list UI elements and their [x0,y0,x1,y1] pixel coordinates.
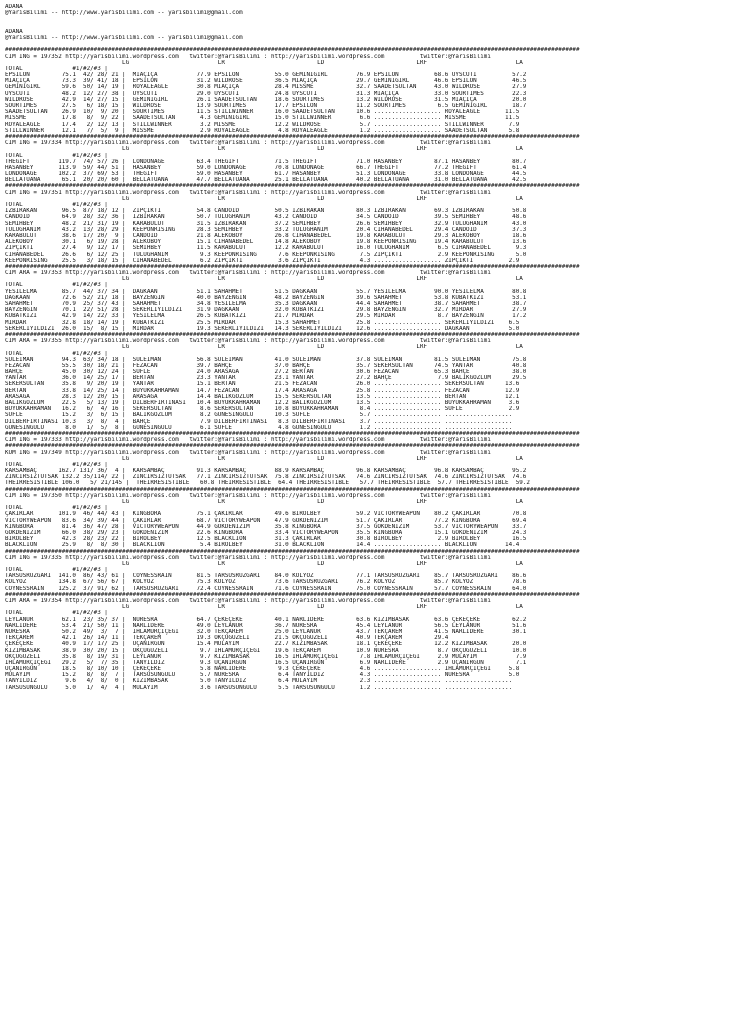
text-line: SAADETSULTAN 26.9 10/ 9/ 20 | SOURTIMES 11.5 STILLWINNER 16.0 SAADETSULTAN 10.6 ................... ROYALEAGLE 11.5 [5,109,520,116]
text-line: CIM ARA = 197353 http://yarisbilimi.wordpress.com twitter:@YarisBilimi : http://yarisbilimi.wordpress.com twitter:@YarisBilimi [5,270,491,277]
text-line: VICTORYWEAPON 83.6 34/ 39/ 44 | ÇAKIRLAR 68.7 VICTORYWEAPON 47.9 GÖKDENIZIM 51.7 ÇAKIRLAR 77.2 KINGBORA 69.4 [5,517,527,524]
text-line: ################################################################################################################################################################## [5,443,580,450]
text-line: OKÇUGÜZELI 35.8 8/ 19/ 31 | LEYLANUR 9.7 KIZIMBASAK 16.5 IHLAMURÇIÇEGI 7.8 IHLAMURÇIÇEGI 2.9 MÜLAYIM 7.9 [5,653,527,660]
header-block-first [5,4,754,16]
text-line: SEMIHBEY 48.2 21/ 31/ 19 | KARABULUT 31.5 IZBIRAKAN 37.2 SEMIHBEY 26.6 SEMIHBEY 32.9 TULUGHANIM 43.0 [5,220,527,227]
text-line: ################################################################################################################################################################## [5,548,580,555]
text-line: ################################################################################################################################################################## [5,263,580,270]
text-line: NARLIDERE 53.4 21/ 50/ 11 | NARLIDERE 49.0 LEYLANUR 36.7 NURESRA 45.4 LEYLANUR 56.5 LEYLANUR 51.6 [5,622,527,629]
text-line: KUM ING = 197349 http://yarisbilimi.wordpress.com twitter:@YarisBilimi : http://yarisbilimi.wordpress.com twitter:@YarisBilimi [5,449,491,456]
text-line: LEYLANUR 62.1 23/ 35/ 37 | NURESRA 64.7 ÇEKEÇEKE 40.1 NARLIDERE 63.6 KIZIMBASAK 63.6 ÇEKEÇEKE 62.2 [5,616,527,623]
text-line: KOLYOZ 134.8 67/ 56/ 67 | KOLYOZ 75.3 KOLYOZ 73.6 TARSUSRÜZGARI 76.2 KOLYOZ 85.7 KOLYOZ 78.6 [5,579,527,586]
text-line: ################################################################################################################################################################## [5,430,580,437]
text-line: MISSME 17.8 8/ 9/ 22 | SAADETSULTAN 4.3 GEMINIGIRL 15.0 STILLWINNER 6.6 ................... MISSME 11.5 [5,115,520,122]
text-line: ADANA [5,28,23,35]
text-line: BÜYÜKKAHRAMAN 16.2 6/ 4/ 16 | SEKERSULTAN 8.6 SEKERSULTAN 10.8 BÜYÜKKAHRAMAN 8.4 ................... SUFLE 2.9 [5,406,520,413]
text-line: UÇANIRGÜN 18.5 8/ 10/ 10 | ÇEKEÇEKE 5.8 NARLIDERE 9.3 ÇEKEÇEKE 4.6 ................... IHLAMURÇIÇEGI 5.8 [5,666,520,673]
header-block-second [5,29,754,41]
text-line: GÖKDENIZIM 66.0 38/ 29/ 23 | GÖKDENIZIM 22.6 KINGBORA 33.4 VICTORYWEAPON 35.5 KINGBORA 15.1 GÖKDENIZIM 24.3 [5,529,527,536]
text-line: COYNESSRAIN 125.2 37/ 91/ 62 | TARSUSRÜZGARI 72.4 COYNESSRAIN 71.6 COYNESSRAIN 75.0 COYNESSRAIN 57.7 COYNESSRAIN 64.0 [5,585,527,592]
text-line: CIHANABEDEL 26.6 6/ 12/ 25 | TULUGHANIM 9.3 KEEPONRISING 7.6 KEEPONRISING 7.5 ZIPÇIKTI 2.9 KEEPONRISING 5.0 [5,251,527,258]
text-line: ################################################################################################################################################################## [5,591,580,598]
text-line: IZBIRAKAN 96.5 87/ 18/ 12 | ZIPÇIKTI 54.8 CANDOID 50.5 IZBIRAKAN 80.3 IZBIRAKAN 69.3 IZBIRAKAN 50.8 [5,208,527,215]
text-line: TOTAL #1/#2/#3 | [5,282,108,289]
text-line: TOTAL #1/#2/#3 | [5,202,108,208]
text-line: IHLAMURÇIÇEGI 29.2 5/ 7/ 35 | TANYILDIZ 9.3 UÇANIRGÜN 16.5 UÇANIRGÜN 6.9 NARLIDERE 2.9 UÇANIRGÜN 7.1 [5,659,527,666]
text-line: ALEKOBOY 30.1 6/ 19/ 28 | ALEKOBOY 15.1 CIHANABEDEL 14.8 ALEKOBOY 19.8 KEEPONRISING 19.4 KARABULUT 13.6 [5,239,527,246]
text-line: KINGBORA 81.4 36/ 47/ 28 | VICTORYWEAPON 44.9 GÖKDENIZIM 35.8 KINGBORA 37.5 GÖKDENIZIM 53.7 VICTORYWEAPON 33.7 [5,523,527,530]
text-line: STILLWINNER 12.1 7/ 5/ 9 | MISSME 2.9 ROYALEAGLE 4.8 ROYALEAGLE 1.2 ................... SAADETSULTAN 5.8 [5,127,520,134]
text-line: BAYZENGIN 70.1 22/ 51/ 28 | SEKERLIYILDIZI 31.9 DAGKAAN 32.0 KUBATKIZI 29.8 BAYZENGIN 32.7 MIRDAR 27.9 [5,307,527,314]
text-line: MÜLAYIM 15.2 8/ 8/ 7 | TARSUSUNGÜLÜ 5.7 NURESRA 6.4 TANYILDIZ 4.3 ................... NURESRA 5.0 [5,672,520,679]
text-line: CIM ARA = 197355 http://yarisbilimi.wordpress.com twitter:@YarisBilimi : http://yarisbilimi.wordpress.com twitter:@YarisBilimi [5,338,491,345]
text-line: SOURTIMES 27.5 6/ 18/ 15 | WILDROSE 13.9 SOURTIMES 17.7 EPSILON 11.2 SOURTIMES 6.5 GEMINIGIRL 18.7 [5,103,527,109]
text-line: SUFLE 15.2 3/ 6/ 15 | BALIKGÖZLÜM 8.2 GÜNESINGÜLÜ 10.3 SUFLE 5.7 ................... ................... [5,412,513,419]
text-line: NURESRA 50.2 49/ 3/ 7 | IHLAMURÇIÇEGI 32.0 TEKÇAREM 25.0 LEYLANUR 43.7 TEKÇAREM 41.5 NARLIDERE 30.1 [5,628,527,635]
text-line: ARASAGA 28.3 12/ 20/ 15 | ARASAGA 14.4 BALIKGÖZLÜM 15.5 SEKERSULTAN 13.5 ................... BERTAN 12.1 [5,393,520,400]
text-line: ################################################################################################################################################################## [5,486,580,493]
text-line: SEKERSULTAN 35.8 9/ 20/ 19 | YANTAR 15.1 BERTAN 21.5 FEZACAN 26.0 ................... SEKERSULTAN 13.6 [5,381,520,388]
text-line: BAHÇE 45.0 30/ 12/ 24 | SUFLE 24.0 ARASAGA 27.2 BERTAN 30.6 FEZACAN 65.3 BAHÇE 38.0 [5,369,527,376]
text-line: CIM ARA = 197354 http://yarisbilimi.wordpress.com twitter:@YarisBilimi : http://yarisbilimi.wordpress.com twitter:@YarisBilimi [5,598,491,604]
text-line: LG LR LD LRF LA [5,344,523,351]
text-line: LG LR LD LRF LA [5,455,523,462]
text-line: FEZACAN 55.5 30/ 18/ 21 | FEZACAN 39.7 BAHÇE 37.0 BAHÇE 35.7 SEKERSULTAN 74.5 YANTAR 40.8 [5,362,527,369]
text-line: MIAÇIÇA 73.3 39/ 41/ 18 | EPSILON 31.2 WILDROSE 36.5 MIAÇIÇA 29.7 GEMINIGIRL 46.6 EPSILON 46.5 [5,78,527,85]
text-line: LG LR LD LRF LA [5,276,523,283]
text-line: CIM ING = 197334 http://yarisbilimi.wordpress.com twitter:@YarisBilimi : http://yarisbilimi.wordpress.com twitter:@YarisBilimi [5,140,491,147]
text-line: BALIKGÖZLÜM 22.5 5/ 13/ 19 | DILBERFIRTINASI 10.4 BÜYÜKKAHRAMAN 12.2 BALIKGÖZLÜM 13.5 ................... BÜYÜKKAHRAMAN 3.6 [5,400,520,406]
text-line: ADANA [5,4,23,10]
text-line: HASANBEY 113.9 59/ 44/ 51 | HASANBEY 59.0 LONDONAGE 70.8 LONDONAGE 66.7 THEGIFT 77.2 THEGIFT 61.4 [5,164,527,171]
race-tables [5,47,754,691]
text-line: SAHAHMET 70.9 25/ 37/ 43 | SAHAHMET 34.8 YESILELMA 35.3 DAGKAAN 44.4 SAHAHMET 38.7 SAHAHMET 38.7 [5,301,527,307]
text-line: ROYALEAGLE 17.4 2/ 12/ 13 | STILLWINNER 3.2 MISSME 12.2 WILDROSE 5.7 ................... STILLWINNER 7.9 [5,121,520,128]
text-line: GEMINIGIRL 59.6 50/ 14/ 19 | ROYALEAGLE 30.8 MIAÇIÇA 28.4 MISSME 32.7 SAADETSULTAN 43.0 WILDROSE 27.9 [5,84,527,91]
text-line: THEGIFT 119.7 74/ 57/ 26 | LONDONAGE 63.4 THEGIFT 71.5 THEGIFT 71.0 HASANBEY 87.1 HASANBEY 80.7 [5,158,527,165]
text-line: TOTAL #1/#2/#3 | [5,610,108,617]
text-line: TOTAL #1/#2/#3 | [5,350,108,357]
text-line: KARSAMBAÇ 162.7 131/ 36/ 4 | KARSAMBAÇ 91.3 KARSAMBAÇ 88.9 KARSAMBAÇ 96.8 KARSAMBAÇ 96.8 KARSAMBAÇ 95.2 [5,468,527,475]
text-line: ÇAKIRLAR 101.9 46/ 44/ 43 | KINGBORA 75.1 ÇAKIRLAR 49.6 BIROLBEY 59.2 VICTORYWEAPON 80.2 ÇAKIRLAR 70.8 [5,511,527,518]
text-line: LG LR LD LRF LA [5,560,523,567]
text-line: KARABULUT 38.6 17/ 20/ 9 | CANDOID 21.8 ALEKOBOY 26.8 CIHANABEDEL 19.8 KARABULUT 29.3 ALEKOBOY 18.6 [5,232,527,239]
text-line: KEEPONRISING 25.5 3/ 18/ 15 | CIHANABEDEL 6.2 ZIPÇIKTI 3.6 ZIPÇIKTI 4.3 ................... ZIPÇIKTI 2.9 [5,257,520,264]
text-line: GÜNESINGÜLÜ 8.0 1/ 5/ 8 | GÜNESINGÜLÜ 6.1 SUFLE 4.8 GÜNESINGÜLÜ 1.2 ................... ................... [5,424,513,431]
text-line: CIM ING = 197352 http://yarisbilimi.wordpress.com twitter:@YarisBilimi : http://yarisbilimi.wordpress.com twitter:@YarisBilimi [5,53,491,60]
text-line: LG LR LD LRF LA [5,604,523,611]
text-line: ################################################################################################################################################################## [5,47,580,54]
text-line: SULEIMAN 94.3 63/ 34/ 18 | SULEIMAN 56.8 SULEIMAN 41.0 SULEIMAN 37.8 SULEIMAN 81.5 SULEIMAN 75.8 [5,356,527,363]
text-line: BERTAN 33.8 14/ 25/ 14 | BÜYÜKKAHRAMAN 14.7 FEZACAN 17.4 ARASAGA 25.8 ................... FEZACAN 12.9 [5,387,520,394]
text-line: CIM ING = 197335 http://yarisbilimi.wordpress.com twitter:@YarisBilimi : http://yarisbilimi.wordpress.com twitter:@YarisBilimi [5,554,491,561]
text-line: WILDROSE 42.9 14/ 27/ 15 | GEMINIGIRL 26.1 SAADETSULTAN 18.6 SOURTIMES 13.2 WILDROSE 31.5 MIAÇIÇA 20.0 [5,96,527,103]
text-line: LG LR LD LRF LA [5,59,523,66]
text-line: ÇEKEÇEKE 40.9 17/ 17/ 25 | UÇANIRGÜN 15.4 MÜLAYIM 22.7 KIZIMBASAK 18.1 ÇEKEÇEKE 12.2 KIZIMBASAK 20.0 [5,641,527,648]
text-line: LONDONAGE 102.2 37/ 69/ 53 | THEGIFT 59.0 HASANBEY 61.7 HASANBEY 51.3 LONDONAGE 33.8 LONDONAGE 44.5 [5,171,527,178]
text-line: KIZIMBASAK 38.9 30/ 20/ 15 | OKÇUGÜZELI 9.7 IHLAMURÇIÇEGI 19.6 TEKÇAREM 10.9 NURESRA 8.7 OKÇUGÜZELI 10.0 [5,647,527,654]
text-line: DAGKAAN 72.6 52/ 21/ 18 | BAYZENGIN 40.0 BAYZENGIN 48.2 BAYZENGIN 39.6 SAHAHMET 53.8 KUBATKIZI 53.1 [5,294,527,301]
text-line: ################################################################################################################################################################## [5,331,580,338]
text-line: CANDOID 64.9 28/ 32/ 36 | IZBIRAKAN 50.7 TULUGHANIM 43.2 CANDOID 34.5 CANDOID 39.5 SEMIHBEY 48.6 [5,214,527,221]
text-line: TARSUSRÜZGARI 141.0 86/ 43/ 61 | COYNESSRAIN 81.5 TARSUSRÜZGARI 84.0 KOLYOZ 77.1 TARSUSRÜZGARI 85.7 TARSUSRÜZGARI 86.6 [5,573,527,580]
text-line: CIM ING = 197333 http://yarisbilimi.wordpress.com twitter:@YarisBilimi : http://yarisbilimi.wordpress.com twitter:@YarisBilimi [5,437,491,444]
text-line: LG LR LD LRF LA [5,195,523,202]
text-line: LG LR LD LRF LA [5,499,523,505]
text-line: @YarisBilimi -- http://www.yarisbilimi.com -- yarisbilimi@gmail.com [5,34,243,41]
text-line: TEKÇAREM 42.1 26/ 14/ 11 | TEKÇAREM 19.3 OKÇUGÜZELI 21.5 OKÇUGÜZELI 40.9 TEKÇAREM 29.4 [5,635,449,642]
text-line: TULUGHANIM 43.2 13/ 28/ 29 | KEEPONRISING 28.3 SEMIHBEY 33.2 TULUGHANIM 20.4 CIHANABEDEL 29.4 CANDOID 37.3 [5,226,527,233]
text-line: KUBATKIZI 42.9 14/ 22/ 33 | YESILELMA 26.5 KUBATKIZI 21.7 MIRDAR 29.5 MIRDAR 8.7 BAYZENGIN 17.2 [5,313,527,320]
text-line: TOTAL #1/#2/#3 | [5,567,108,574]
text-line: YESILELMA 85.7 44/ 37/ 34 | DAGKAAN 51.1 SAHAHMET 51.5 DAGKAAN 55.7 YESILELMA 90.0 YESILELMA 80.8 [5,288,527,295]
text-line: ################################################################################################################################################################## [5,133,580,140]
text-line: MIRDAR 32.8 18/ 14/ 19 | KUBATKIZI 25.5 MIRDAR 15.3 SAHAHMET 25.8 ................... SEKERLIYILDIZI 6.5 [5,319,520,326]
text-line: TOTAL #1/#2/#3 | [5,152,108,159]
text-line: DILBERFIRTINASI 10.3 3/ 8/ 4 | BAHÇE 7.9 DILBERFIRTINASI 8.3 DILBERFIRTINASI 3.7 ................... ................... [5,418,513,425]
text-line: ZINCIRSIZTUTSAK 132.2 35/114/ 22 | ZINCIRSIZTUTSAK 77.1 ZINCIRSIZTUTSAK 75.8 ZINCIRSIZTUTSAK 74.6 ZINCIRSIZTUTSAK 74.6 ZINCIRSIZTUTSAK 74.6 [5,474,527,481]
text-line: TOTAL #1/#2/#3 | [5,461,108,468]
text-line: THEIRRESISTIBLE 106.0 5/ 21/145 | THEIRRESISTIBLE 60.8 THEIRRESISTIBLE 64.4 THEIRRESISTIBLE 57.7 THEIRRESISTIBLE 57.7 THEIRRESISTIBLE 59.2 [5,480,530,487]
text-line: SEKERLIYILDIZI 26.0 15/ 8/ 15 | MIRDAR 19.3 SEKERLIYILDIZI 14.3 SEKERLIYILDIZI 12.6 ................... DAGKAAN 5.0 [5,325,520,332]
text-line: TOTAL #1/#2/#3 | [5,65,108,72]
text-line: YANTAR 36.0 14/ 25/ 17 | BERTAN 23.3 YANTAR 23.1 YANTAR 27.2 BAHÇE 7.9 BALIKGÖZLÜM 29.5 [5,375,527,382]
text-line: LG LR LD LRF LA [5,146,523,153]
text-line: TANYILDIZ 9.6 4/ 8/ 0 | KIZIMBASAK 5.0 TANYILDIZ 6.4 MÜLAYIM 2.3 ................... ................... [5,678,513,685]
text-line: TOTAL #1/#2/#3 | [5,505,108,512]
text-line: BLACKLION 25.9 8/ 8/ 30 | BLACKLION 5.4 BIROLBEY 31.0 BLACKLION 14.4 ................... BLACKLION 14.4 [5,542,520,549]
text-line: EPSILON 75.1 42/ 28/ 21 | MIAÇIÇA 77.9 EPSILON 55.0 GEMINIGIRL 76.9 EPSILON 68.6 UYSCUTI 57.2 [5,72,527,79]
text-line: CIM ING = 197350 http://yarisbilimi.wordpress.com twitter:@YarisBilimi : http://yarisbilimi.wordpress.com twitter:@YarisBilimi [5,492,491,499]
text-line: ZIPÇIKTI 27.4 9/ 12/ 17 | SEMIHBEY 11.5 KARABULUT 12.2 KARABULUT 16.0 TULUGHANIM 6.5 CIHANABEDEL 9.3 [5,245,527,252]
text-line: UYSCUTI 48.2 12/ 27/ 38 | UYSCUTI 29.0 UYSCUTI 24.8 UYSCUTI 31.3 MIAÇIÇA 33.0 SOURTIMES 22.3 [5,90,527,97]
text-line: TARSUSUNGÜLÜ 5.0 1/ 4/ 4 | MÜLAYIM 3.6 TARSUSUNGÜLÜ 5.5 TARSUSUNGÜLÜ 1.2 ................... ................... [5,684,513,691]
text-line: CIM ING = 197351 http://yarisbilimi.wordpress.com twitter:@YarisBilimi : http://yarisbilimi.wordpress.com twitter:@YarisBilimi [5,189,491,196]
text-line: BIROLBEY 42.3 28/ 23/ 22 | BIROLBEY 12.5 BLACKLION 31.3 ÇAKIRLAR 30.8 BIROLBEY 2.9 BIROLBEY 16.5 [5,536,527,543]
text-line: ################################################################################################################################################################## [5,183,580,190]
text-line: BELLATUANA 65.1 20/ 20/ 60 | BELLATUANA 47.7 BELLATUANA 25.1 BELLATUANA 40.2 BELLATUANA 31.0 BELLATUANA 42.5 [5,177,527,184]
text-line: @YarisBilimi -- http://www.yarisbilimi.com -- yarisbilimi@gmail.com [5,10,243,17]
